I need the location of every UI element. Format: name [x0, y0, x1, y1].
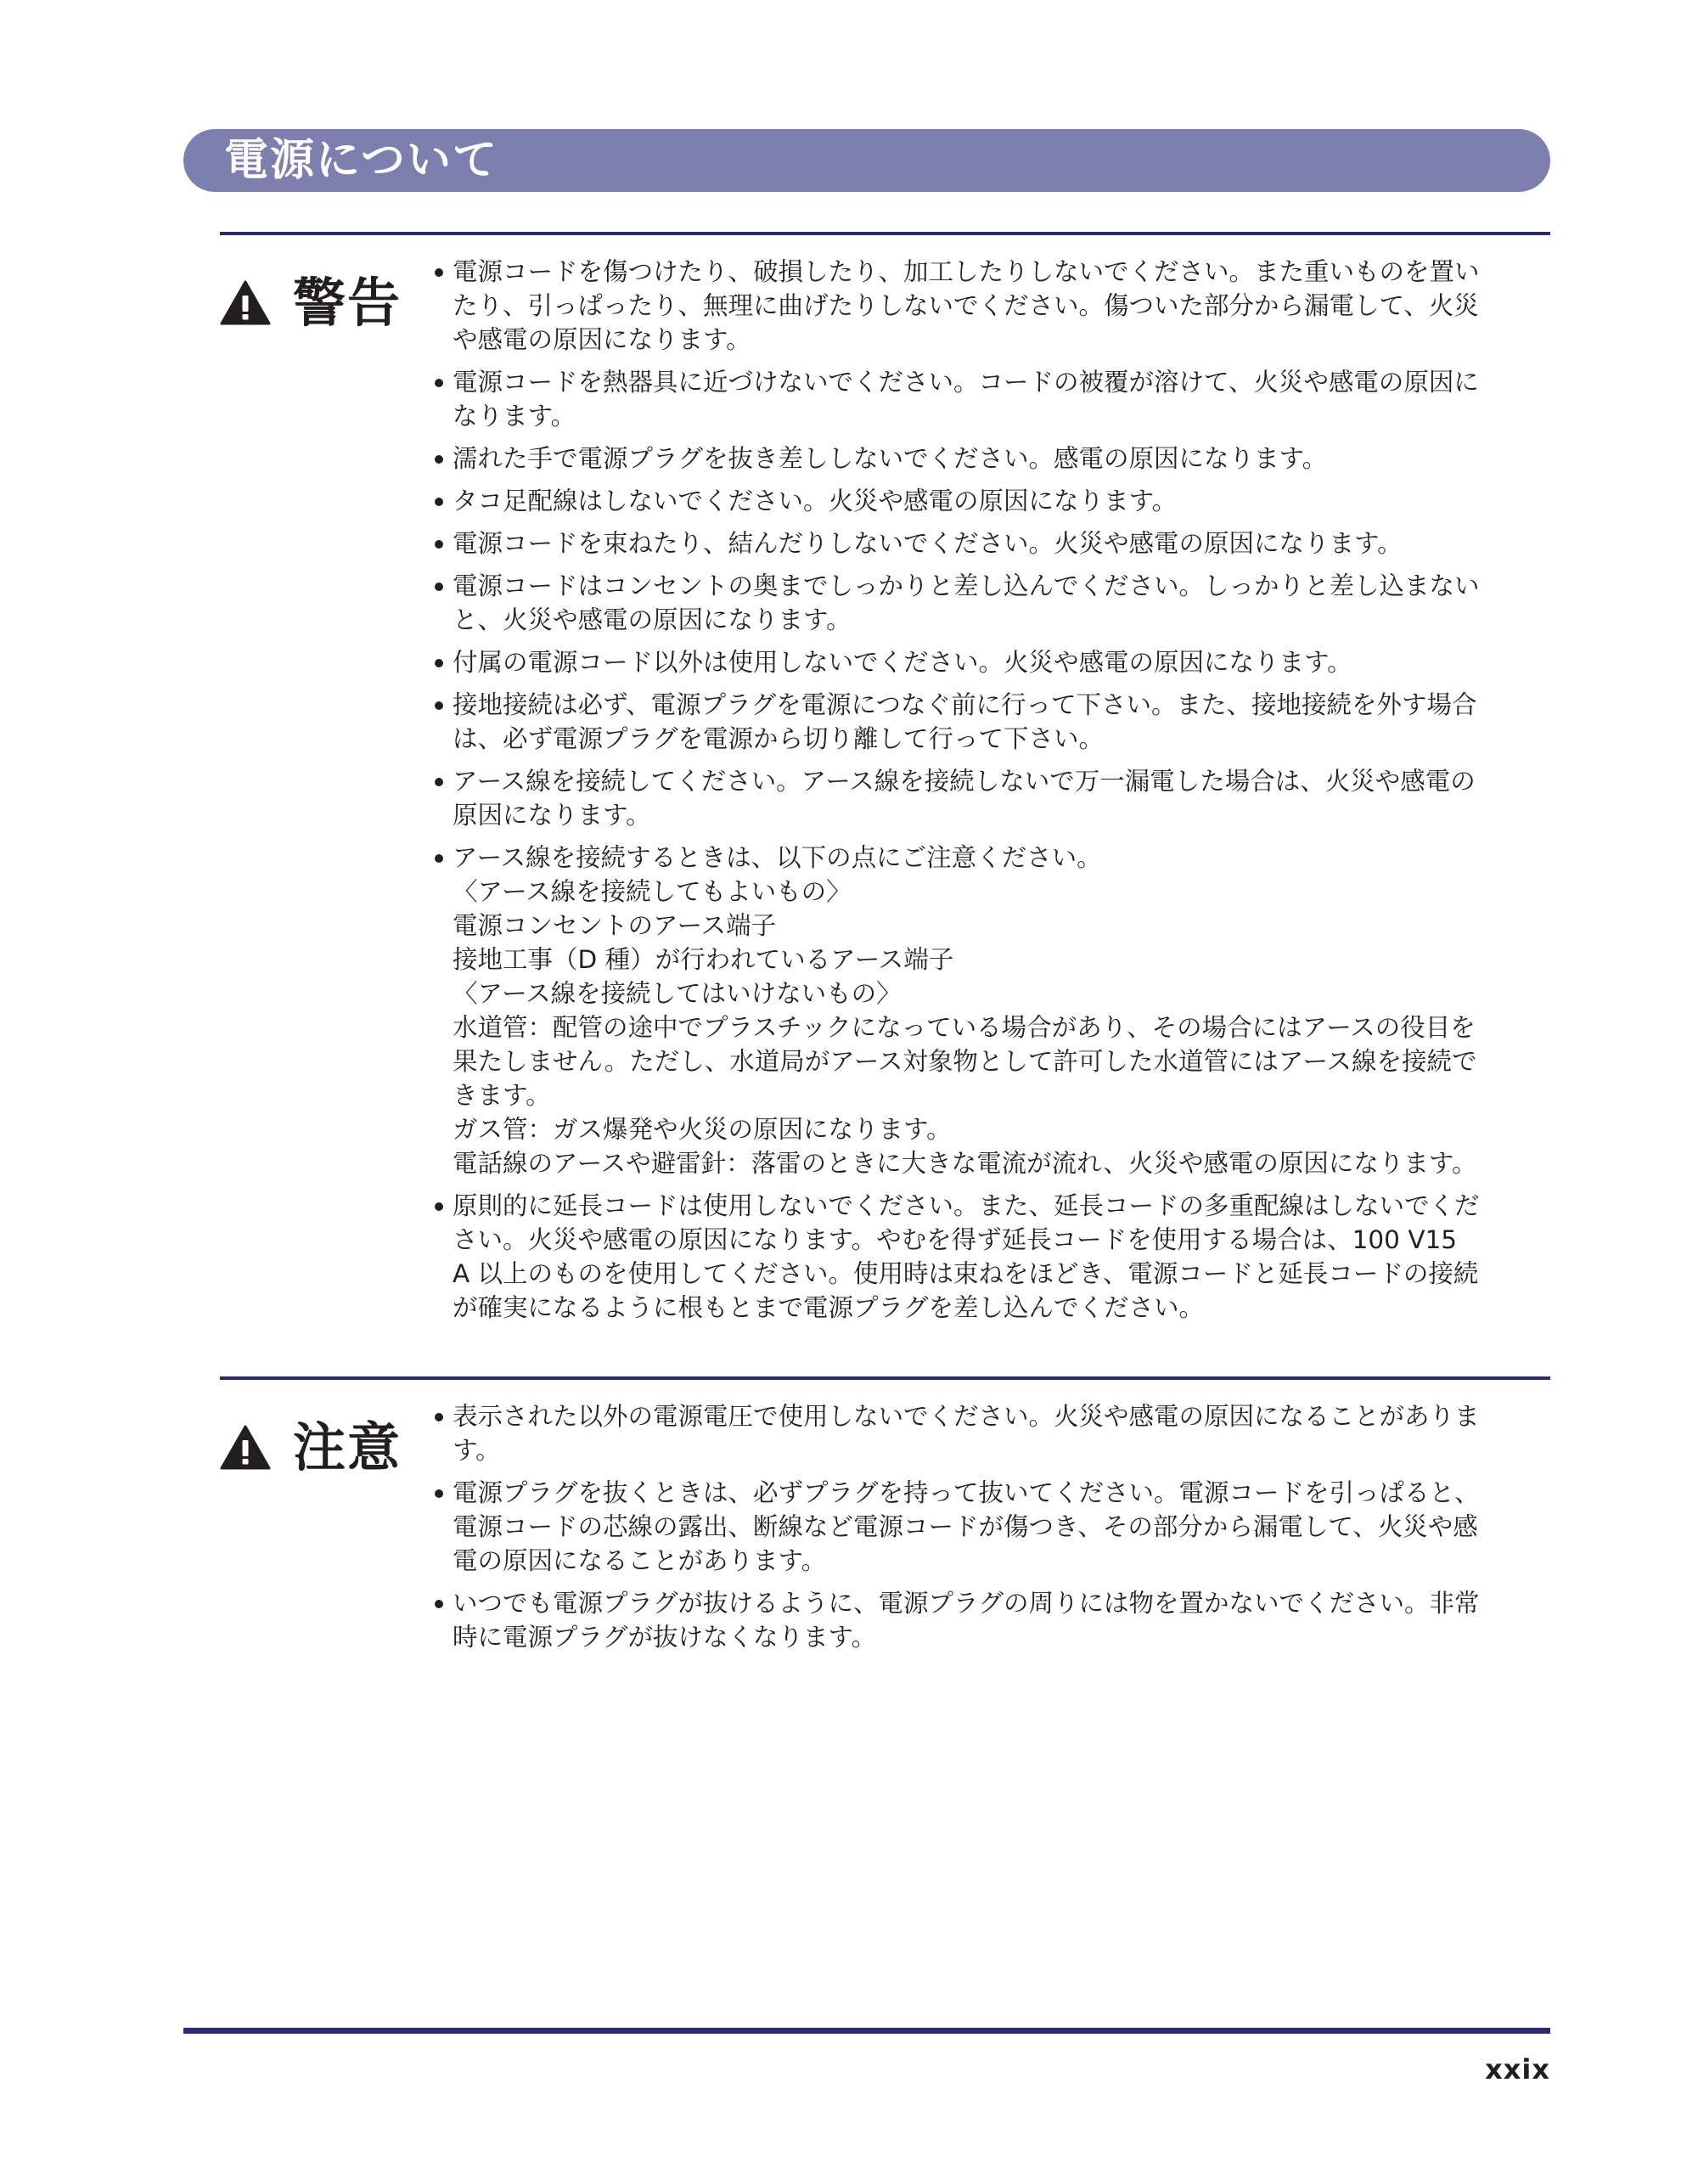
warning-item-line: 原因になります。: [453, 801, 651, 830]
footer-rule: [183, 2028, 1550, 2034]
warning-item-line: 電話線のアースや避雷針：落雷のときに大きな電流が流れ、火災や感電の原因になります。: [453, 1149, 1477, 1178]
warning-item-line: 〈アース線を接続してもよいもの〉: [453, 877, 852, 906]
caution-item: [431, 1476, 1550, 1578]
warning-item-line: は、必ず電源プラグを電源から切り離して行って下さい。: [453, 724, 1105, 753]
warning-item-line: 電源コードを熱器具に近づけないでください。コードの被覆が溶けて、火災や感電の原因に: [453, 368, 1479, 397]
caution-item-line: 表示された以外の電源電圧で使用しないでください。火災や感電の原因になることがありま: [453, 1402, 1480, 1431]
caution-item-line: す。: [453, 1436, 501, 1465]
warning-item-line: タコ足配線はしないでください。火災や感電の原因になります。: [453, 487, 1178, 515]
warning-item-line: ガス管：ガス爆発や火災の原因になります。: [453, 1115, 952, 1144]
caution-heading: [220, 1418, 402, 1478]
warning-item-line: と、火災や感電の原因になります。: [453, 605, 852, 634]
caution-list: [431, 1399, 1550, 1663]
warning-top-rule: [220, 232, 1550, 235]
warning-item-line: 電源コンセントのアース端子: [453, 911, 777, 940]
warning-item-line: 果たしません。ただし、水道局がアース対象物として許可した水道管にはアース線を接続で: [453, 1047, 1477, 1076]
warning-item-line: たり、引っぱったり、無理に曲げたりしないでください。傷ついた部分から漏電して、火災: [453, 291, 1479, 320]
warning-triangle-icon: [220, 1425, 271, 1471]
caution-item-line: 電源プラグを抜くときは、必ずプラグを持って抜いてください。電源コードを引っぱると、: [453, 1478, 1480, 1507]
warning-item-line: 接地工事（D 種）が行われているアース端子: [453, 945, 954, 974]
page-number: xxix: [1485, 2053, 1550, 2085]
warning-item-line: 接地接続は必ず、電源プラグを電源につなぐ前に行って下さい。また、接地接続を外す場合: [453, 690, 1477, 719]
warning-item: [431, 365, 1550, 433]
warning-item-line: アース線を接続するときは、以下の点にご注意ください。: [453, 843, 1102, 872]
warning-item: [431, 1189, 1550, 1325]
warning-item: [431, 688, 1550, 756]
warning-heading: [220, 273, 402, 333]
warning-item: [431, 526, 1550, 560]
warning-item-line: や感電の原因になります。: [453, 325, 751, 354]
warning-list: [431, 255, 1550, 1333]
warning-triangle-icon: [220, 280, 271, 326]
caution-item: [431, 1586, 1550, 1654]
warning-item-line: 濡れた手で電源プラグを抜き差ししないでください。感電の原因になります。: [453, 444, 1328, 473]
warning-item-line: アース線を接続してください。アース線を接続しないで万一漏電した場合は、火災や感電の: [453, 767, 1476, 796]
caution-item-line: 時に電源プラグが抜けなくなります。: [453, 1623, 877, 1652]
caution-item: [431, 1399, 1550, 1467]
caution-item-line: 電源コードの芯線の露出、断線など電源コードが傷つき、その部分から漏電して、火災や感: [453, 1512, 1478, 1541]
warning-item-line: きます。: [453, 1081, 551, 1110]
warning-item-line: 電源コードを傷つけたり、破損したり、加工したりしないでください。また重いものを置い: [453, 257, 1480, 286]
warning-item-line: A 以上のものを使用してください。使用時は束ねをほどき、電源コードと延長コードの接続: [453, 1259, 1479, 1288]
warning-item-line: 電源コードを束ねたり、結んだりしないでください。火災や感電の原因になります。: [453, 529, 1403, 558]
warning-item-line: 〈アース線を接続してはいけないもの〉: [453, 979, 902, 1008]
warning-item: [431, 255, 1550, 357]
caution-top-rule: [220, 1376, 1550, 1380]
caution-label: 注意: [293, 1416, 402, 1478]
warning-item-line: さい。火災や感電の原因になります。やむを得ず延長コードを使用する場合は、100 V15: [453, 1225, 1458, 1254]
warning-item: [431, 569, 1550, 637]
warning-item-line: なります。: [453, 402, 576, 431]
warning-item-line: 水道管：配管の途中でプラスチックになっている場合があり、その場合にはアースの役目を: [453, 1013, 1476, 1042]
caution-item-line: いつでも電源プラグが抜けるように、電源プラグの周りには物を置かないでください。非常: [453, 1589, 1480, 1618]
warning-label: 警告: [293, 272, 402, 334]
warning-item-line: 原則的に延長コードは使用しないでください。また、延長コードの多重配線はしないでくだ: [453, 1191, 1480, 1220]
warning-item: [431, 484, 1550, 518]
caution-item-line: 電の原因になることがあります。: [453, 1546, 827, 1575]
warning-item: [431, 442, 1550, 476]
page-title: 電源について: [224, 135, 498, 186]
warning-item-line: 付属の電源コード以外は使用しないでください。火災や感電の原因になります。: [453, 648, 1352, 677]
warning-item-line: 電源コードはコンセントの奥までしっかりと差し込んでください。しっかりと差し込まない: [453, 571, 1480, 600]
warning-item-line: が確実になるように根もとまで電源プラグを差し込んでください。: [453, 1293, 1205, 1322]
warning-item: [431, 764, 1550, 832]
section-title-bar: [183, 129, 1550, 192]
warning-item: [431, 841, 1550, 1180]
warning-item: [431, 645, 1550, 679]
